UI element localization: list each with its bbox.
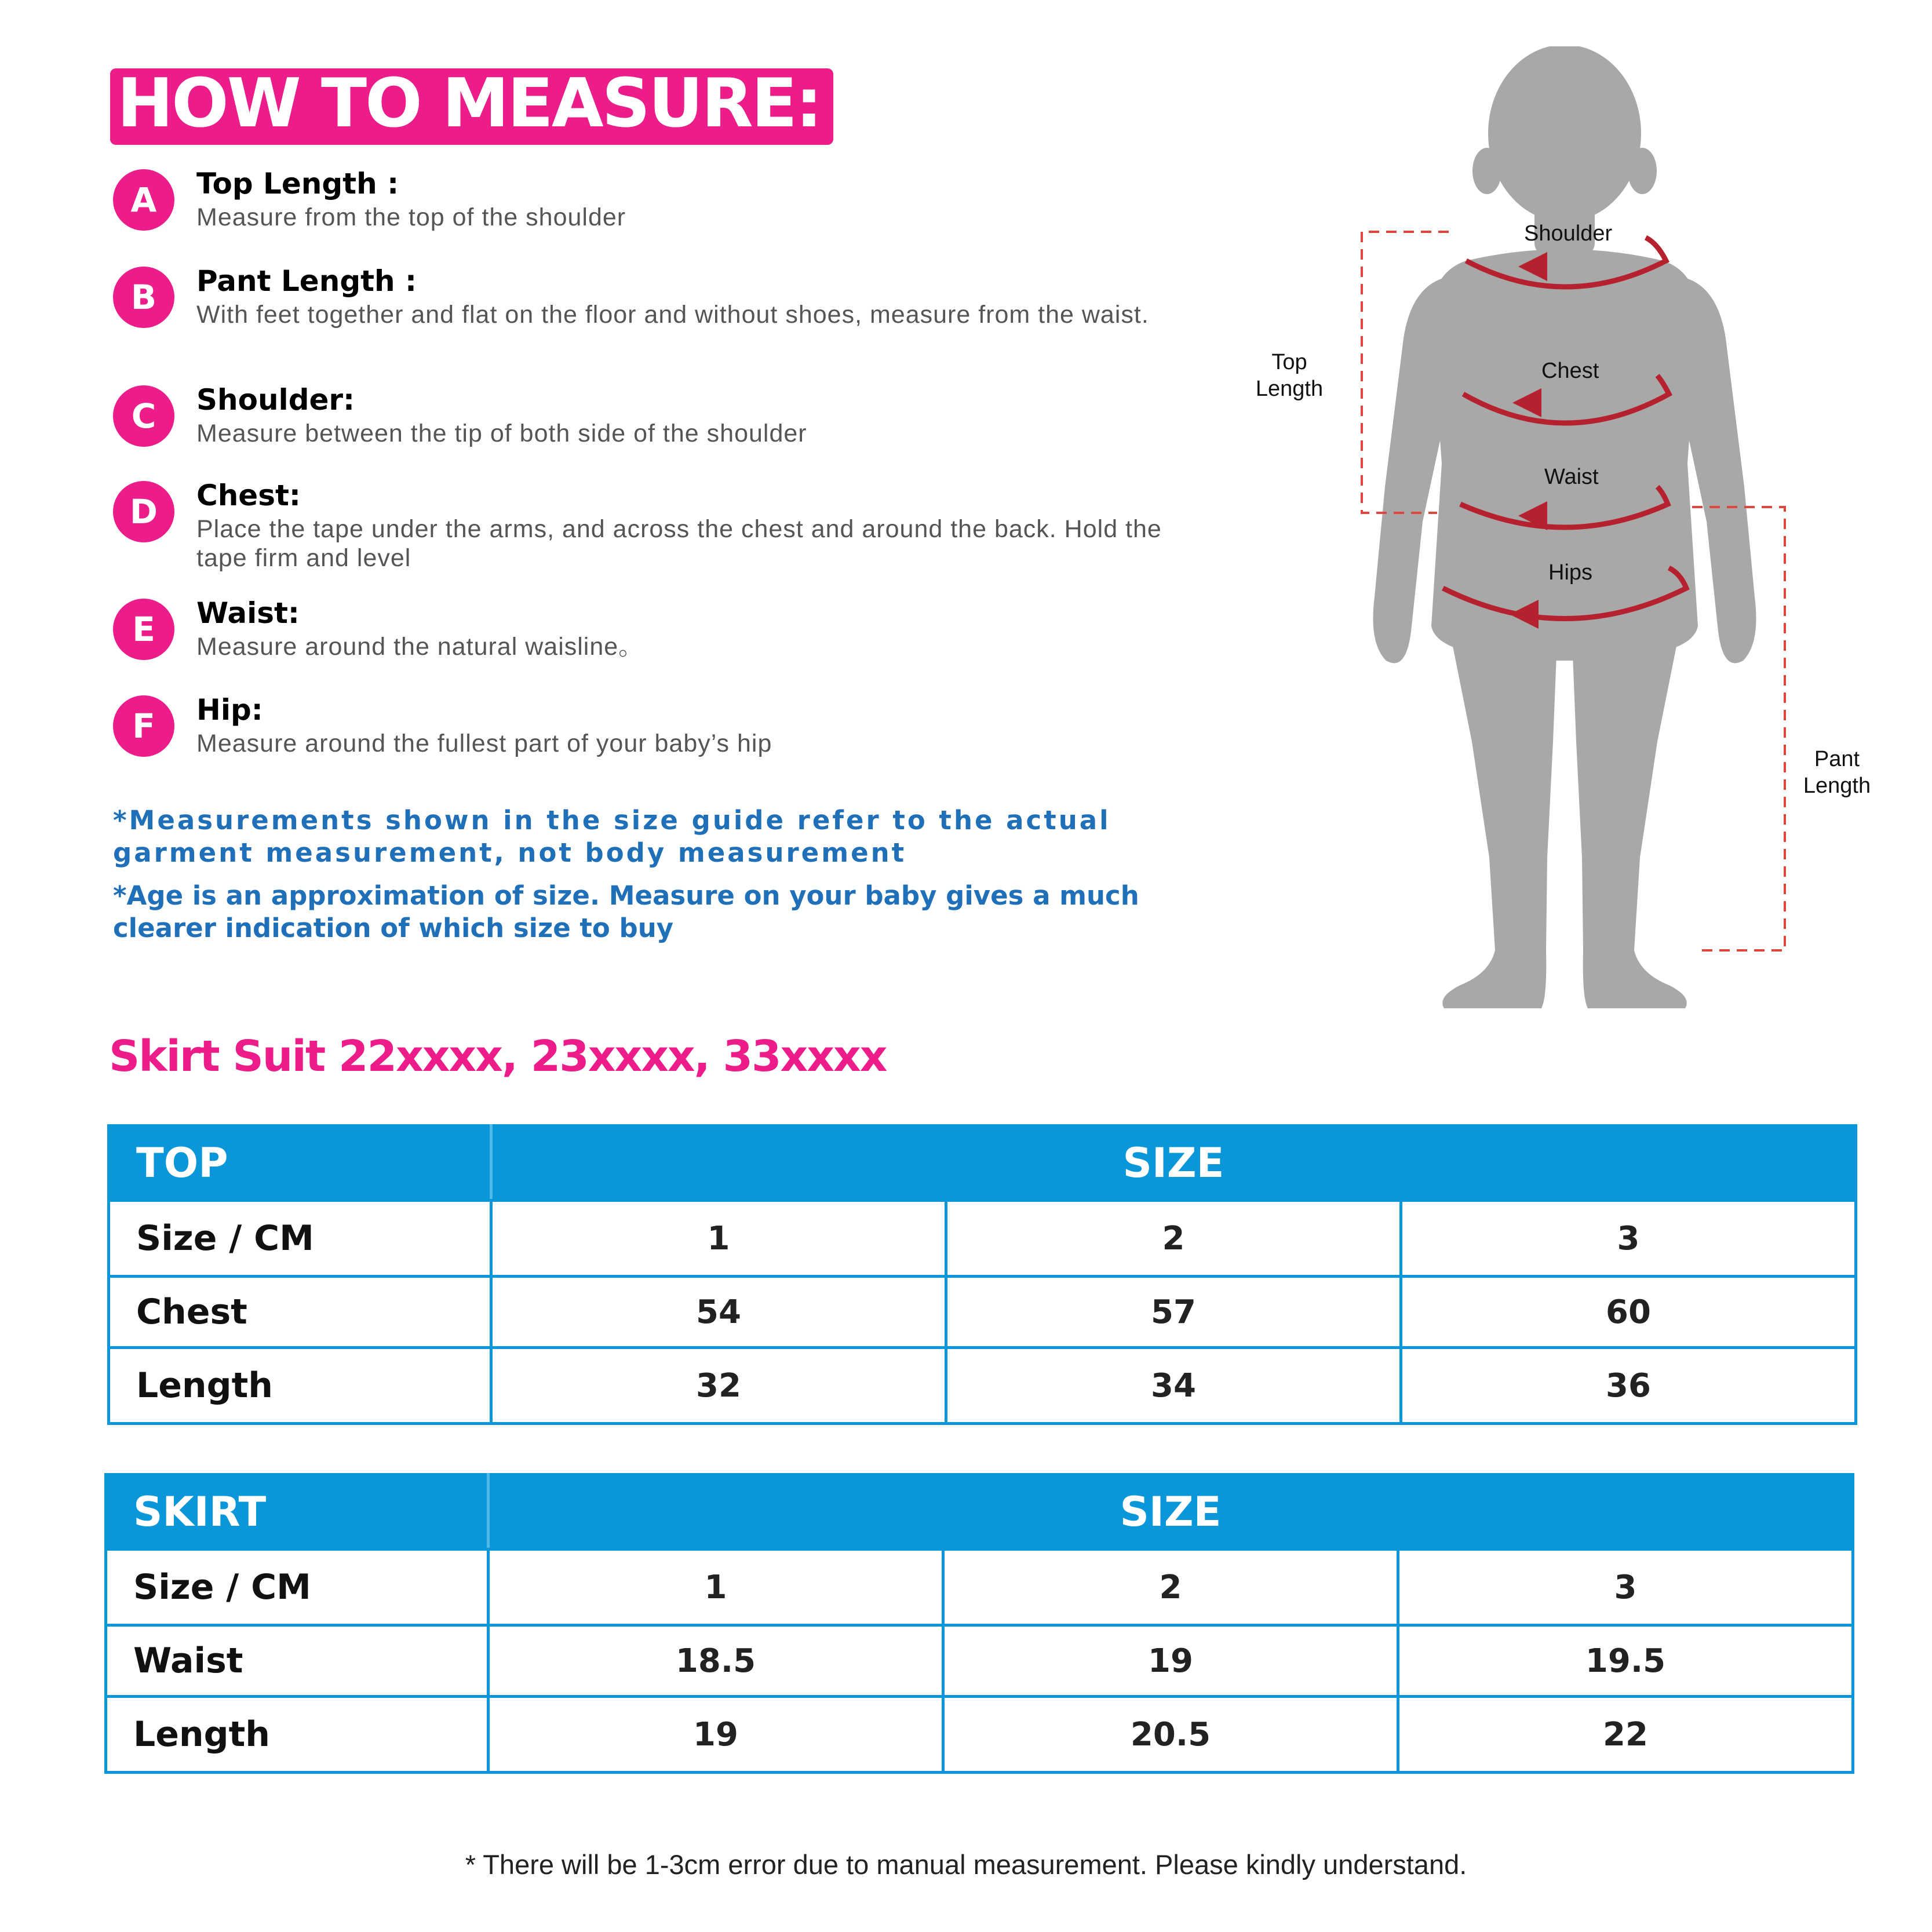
size-heading: SIZE [489,1475,1853,1550]
table-heading: TOP [109,1126,491,1201]
letter-badge: E [113,599,174,660]
table-row [109,1277,1856,1348]
table-header-row [106,1475,1853,1550]
letter-badge: F [113,695,174,757]
table-cell: 32 [491,1348,946,1424]
table-cell: 19.5 [1398,1625,1853,1697]
table-cell: 34 [946,1348,1401,1424]
table-heading: SKIRT [106,1475,489,1550]
table-cell: 3 [1401,1201,1856,1277]
table-cell: 57 [946,1277,1401,1348]
table-cell: 19 [489,1697,943,1773]
measure-item-title: Pant Length : [196,264,417,298]
table-cell: 54 [491,1277,946,1348]
table-row [109,1201,1856,1277]
table-row [106,1550,1853,1625]
table-cell: 1 [489,1550,943,1625]
chest-label: Chest [1541,359,1599,383]
row-label: Length [109,1348,491,1424]
table-cell: 22 [1398,1697,1853,1773]
shoulder-label: Shoulder [1524,221,1613,246]
table-cell: 60 [1401,1277,1856,1348]
top-size-table [107,1124,1857,1425]
row-label: Chest [109,1277,491,1348]
hips-label: Hips [1548,560,1593,585]
page-title: HOW TO MEASURE: [110,68,833,145]
table-cell: 20.5 [943,1697,1398,1773]
table-cell: 3 [1398,1550,1853,1625]
table-cell: 36 [1401,1348,1856,1424]
table-cell: 19 [943,1625,1398,1697]
measure-item-title: Hip: [196,693,263,727]
waist-label: Waist [1544,465,1599,489]
body-measure-figure [1217,46,1912,1020]
note-age-approximation: *Age is an approximation of size. Measure on your baby gives a much clearer indication of which size to buy [113,880,1139,943]
measure-item-desc: Measure from the top of the shoulder [196,203,626,231]
footer-disclaimer: * There will be 1-3cm error due to manual measurement. Please kindly understand. [465,1849,1467,1880]
table-cell: 2 [946,1201,1401,1277]
measure-item-desc: Measure around the natural waisline。 [196,633,644,661]
measure-item-desc: With feet together and flat on the floor and without shoes, measure from the waist. [196,301,1149,329]
table-header-row [109,1126,1856,1201]
row-label: Size / CM [109,1201,491,1277]
product-title: Skirt Suit 22xxxx, 23xxxx, 33xxxx [109,1031,887,1081]
table-cell: 1 [491,1201,946,1277]
row-label: Length [106,1697,489,1773]
table-row [106,1625,1853,1697]
measure-item-desc: Measure between the tip of both side of the shoulder [196,420,807,447]
letter-badge: B [113,267,174,328]
table-cell: 18.5 [489,1625,943,1697]
letter-badge: D [113,481,174,542]
size-heading: SIZE [491,1126,1856,1201]
measure-item-title: Shoulder: [196,383,355,417]
pant-length-label: Pant Length [1803,747,1871,798]
measure-item-desc: Place the tape under the arms, and across the chest and around the back. Hold the tape firm and level [196,515,1162,572]
row-label: Waist [106,1625,489,1697]
row-label: Size / CM [106,1550,489,1625]
measure-item-title: Top Length : [196,167,399,201]
child-silhouette [1217,46,1912,1020]
measure-item-title: Waist: [196,596,300,630]
letter-badge: A [113,169,174,231]
table-row [106,1697,1853,1773]
measure-item-title: Chest: [196,479,301,512]
table-row [109,1348,1856,1424]
letter-badge: C [113,385,174,447]
measure-item-desc: Measure around the fullest part of your baby’s hip [196,730,772,757]
table-cell: 2 [943,1550,1398,1625]
top-length-label: Top Length [1255,350,1324,401]
note-garment-measurement: *Measurements shown in the size guide refer to the actual garment measurement, not body measurement [113,805,1111,868]
skirt-size-table [104,1473,1854,1774]
